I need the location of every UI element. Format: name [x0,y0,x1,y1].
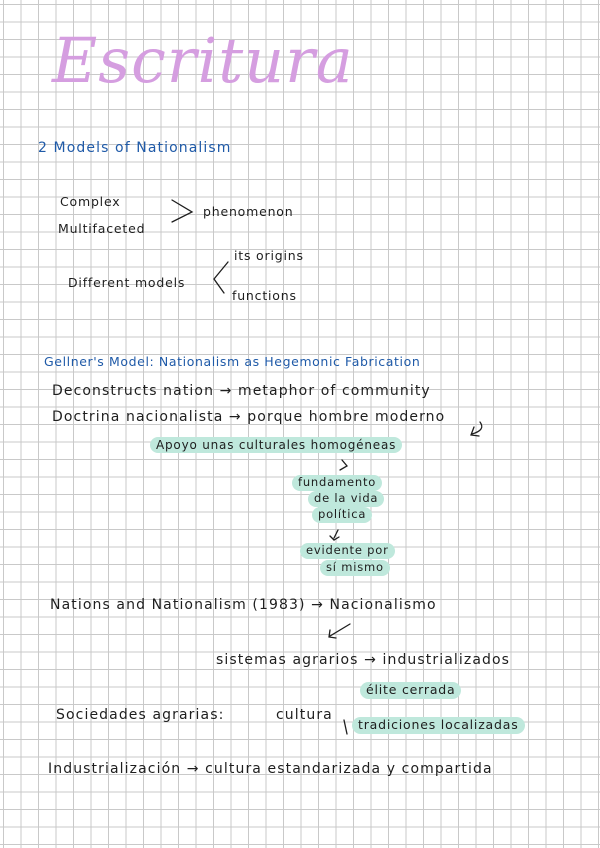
functions-label: functions [232,288,297,303]
section-heading-models: 2 Models of Nationalism [38,140,232,156]
branch-connector-models [214,262,228,293]
cultura-label: cultura [276,707,333,723]
multifaceted-label: Multifaceted [58,221,146,236]
highlight-evidente: evidente por [300,543,395,559]
highlight-politica: política [312,507,372,523]
complex-label: Complex [60,194,121,209]
industrialization-line: Industrialización → cultura estandarizada y compartida [48,761,493,777]
section-heading-gellner: Gellner's Model: Nationalism as Hegemonic Fabrication [44,354,421,369]
arrow-down-1 [340,460,347,470]
arrow-down-3 [329,624,350,638]
agrarian-societies-label: Sociedades agrarias: [56,707,225,723]
gellner-line-2: Doctrina nacionalista → porque hombre moderno [52,409,446,425]
book-line: Nations and Nationalism (1983) → Nacionalismo [50,597,437,613]
gellner-line-1: Deconstructs nation → metaphor of community [52,383,431,399]
agrarian-to-industrial-line: sistemas agrarios → industrializados [216,652,511,668]
highlight-si-mismo: sí mismo [320,560,390,576]
highlight-elite: élite cerrada [360,682,461,699]
highlight-vida: de la vida [308,491,384,507]
page-title: Escritura [52,24,354,97]
origins-label: its origins [234,248,304,263]
curved-arrow-right [471,422,482,436]
phenomenon-label: phenomenon [203,204,294,219]
highlight-homogeneous-cultures: Apoyo unas culturales homogéneas [150,437,402,453]
arrow-down-2 [330,530,339,540]
highlight-traditions: tradiciones localizadas [352,717,525,734]
bracket-arrow-phenomenon [172,200,192,222]
highlight-fundamento: fundamento [292,475,382,491]
branch-connector-cultura [344,720,347,734]
different-models-label: Different models [68,275,186,290]
